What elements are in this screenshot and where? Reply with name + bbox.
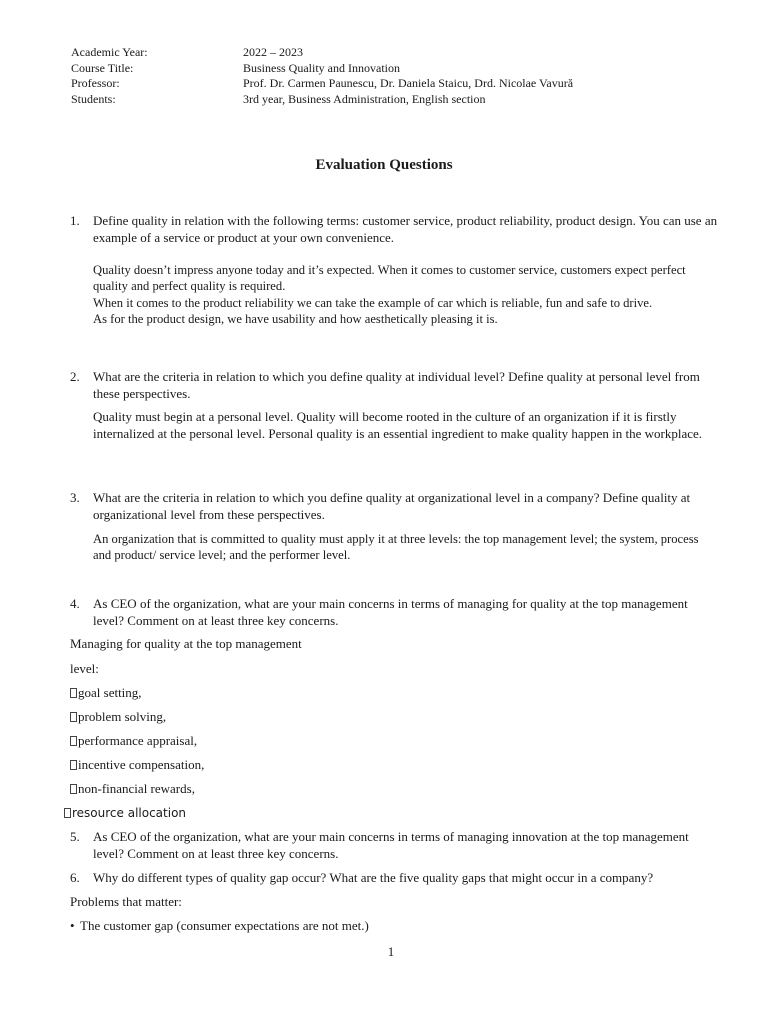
missing-glyph-icon [70,688,77,698]
answer-1 [93,262,713,327]
list-item: resource allocation [64,805,186,821]
header-label: Academic Year: [71,45,148,59]
header-label: Professor: [71,76,120,90]
list-item: non-financial rewards, [70,781,195,797]
answer-paragraph: When it comes to the product reliability we can take the example of car which is reliable, fun and safe to drive. [93,295,653,310]
header-value: 3rd year, Business Administration, English section [243,91,486,106]
question-5 [70,829,720,862]
question-4 [70,596,720,629]
bullet-icon: • [70,918,75,933]
question-number: 4. [70,596,80,611]
answer-3: An organization that is committed to quality must apply it at three levels: the top management level; the system, process and product/ service level; and the performer level. [93,532,699,563]
page-number: 1 [387,944,395,959]
question-text: Why do different types of quality gap occur? What are the five quality gaps that might occur in a company? [93,870,654,885]
question-text: What are the criteria in relation to which you define quality at individual level? Define quality at personal level from these perspectives. [93,369,700,401]
page-title: Evaluation Questions [315,157,453,173]
question-3 [70,490,720,523]
header-value: Business Quality and Innovation [243,60,400,75]
header-row-professor [71,76,711,92]
list-item: • The customer gap (consumer expectations are not met.) [70,918,369,933]
question-6 [70,870,720,887]
missing-glyph-icon [70,760,77,770]
answer-paragraph: Quality doesn’t impress anyone today and it’s expected. When it comes to customer service, customers expect perfect quality and perfect quality is required. [93,263,686,294]
list-item: problem solving, [70,709,166,725]
answer-4-intro-cont: level: [70,661,99,676]
header-row-students [71,92,711,108]
question-text: Define quality in relation with the following terms: customer service, product reliability, product design. You can use an example of a service or product at your own convenience. [93,213,718,245]
question-number: 1. [70,213,80,228]
question-text: As CEO of the organization, what are your main concerns in terms of managing innovation at the top management level? Comment on at least three key concerns. [93,829,689,861]
header-row-academic-year [71,45,711,61]
header-label: Students: [71,91,116,106]
answer-paragraph: As for the product design, we have usability and how aesthetically pleasing it is. [93,311,498,326]
answer-4-intro: Managing for quality at the top management [70,636,302,651]
list-item: goal setting, [70,685,142,701]
header-value: Prof. Dr. Carmen Paunescu, Dr. Daniela Staicu, Drd. Nicolae Vavură [243,76,574,90]
question-number: 2. [70,369,80,384]
question-number: 3. [70,490,80,505]
list-item: incentive compensation, [70,757,204,773]
missing-glyph-icon [70,784,77,794]
question-text: What are the criteria in relation to which you define quality at organizational level in a company? Define quality at organizational level from these perspectives. [93,490,691,522]
missing-glyph-icon [70,712,77,722]
question-number: 6. [70,870,80,885]
header-label: Course Title: [71,60,134,75]
course-header [71,45,711,107]
missing-glyph-icon [64,808,71,818]
header-row-course-title [71,61,711,77]
list-item: performance appraisal, [70,733,197,749]
question-number: 5. [70,829,80,844]
question-text: As CEO of the organization, what are your main concerns in terms of managing for quality at the top management level? Comment on at least three key concerns. [93,596,688,628]
missing-glyph-icon [70,736,77,746]
answer-6-intro: Problems that matter: [70,894,182,909]
header-value: 2022 – 2023 [243,45,303,59]
question-2 [70,369,720,402]
answer-2: Quality must begin at a personal level. Quality will become rooted in the culture of an organization if it is firstly internalized at the personal level. Personal quality is an essential ingredient to make quality happen in the workplace. [93,409,703,441]
question-1 [70,213,720,246]
